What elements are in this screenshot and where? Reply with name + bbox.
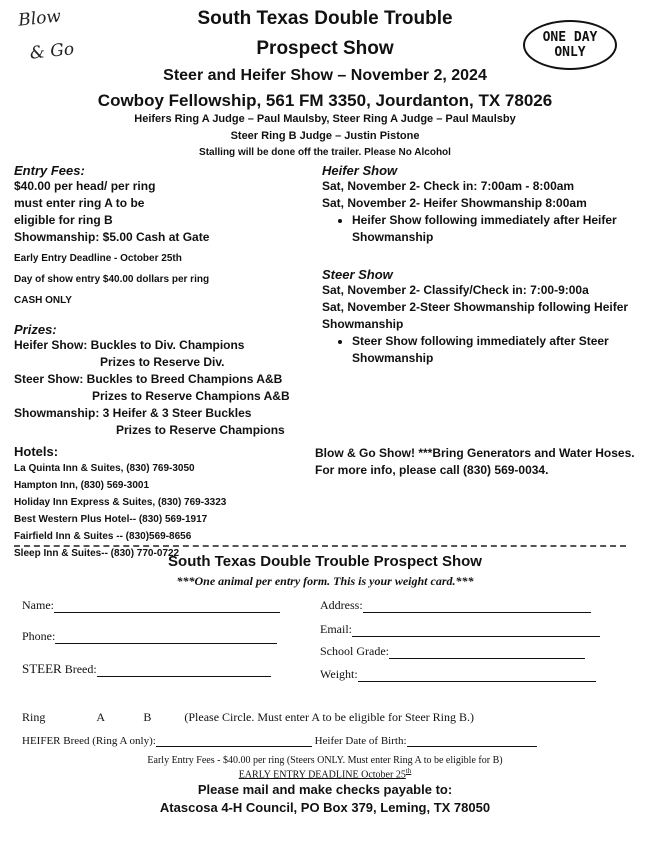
- prizes-heading: Prizes:: [14, 322, 57, 337]
- badge-line2: ONLY: [554, 45, 586, 60]
- hotels-heading: Hotels:: [14, 444, 59, 459]
- heifer-breed-input-line[interactable]: [156, 746, 312, 747]
- logo-line2: & Go: [28, 39, 76, 64]
- deadline-note: [0, 767, 650, 780]
- prize-line: Prizes to Reserve Champions: [116, 423, 285, 437]
- steer-show-heading: Steer Show: [322, 267, 393, 282]
- form-note: ***One animal per entry form. This is your weight card.***: [176, 574, 474, 588]
- address-label: Address:: [320, 598, 363, 612]
- prize-line: Steer Show: Buckles to Breed Champions A&B: [14, 372, 283, 386]
- steer-show-section: [322, 267, 642, 367]
- heifer-breed-field[interactable]: [22, 735, 537, 747]
- badge-line1: ONE DAY: [542, 30, 598, 45]
- steer-show-bullet: • Steer Show following immediately after Steer Showmanship: [352, 333, 642, 367]
- fees-note: Early Entry Fees - $40.00 per ring (Steers ONLY. Must enter Ring A to be eligible for B): [147, 755, 503, 766]
- ring-label: Ring: [22, 710, 46, 724]
- ring-a-option[interactable]: A: [96, 710, 105, 724]
- entry-fee-line: eligible for ring B: [14, 213, 113, 227]
- payee-address: Atascosa 4-H Council, PO Box 379, Leming, TX 78050: [159, 800, 491, 815]
- ring-row: [22, 710, 642, 725]
- prize-line: Prizes to Reserve Div.: [100, 355, 225, 369]
- heifer-show-heading: Heifer Show: [322, 163, 398, 178]
- logo-line1: Blow: [17, 6, 62, 31]
- entry-fee-line: $40.00 per head/ per ring: [14, 179, 156, 193]
- steer-breed-input-line[interactable]: [97, 676, 271, 677]
- phone-label: Phone:: [22, 629, 56, 643]
- prize-line: Heifer Show: Buckles to Div. Champions: [14, 338, 245, 352]
- generators-note: Blow & Go Show! ***Bring Generators and Water Hoses. For more info, please call (830) 569-0034.: [315, 446, 635, 477]
- heifer-show-section: [322, 163, 642, 246]
- entry-fees-heading: Entry Fees:: [14, 163, 85, 178]
- email-field[interactable]: [320, 622, 600, 637]
- school-grade-field[interactable]: [320, 644, 585, 659]
- hotel-item: Best Western Plus Hotel-- (830) 569-1917: [14, 514, 208, 525]
- name-field[interactable]: [22, 598, 280, 613]
- weight-label: Weight:: [320, 667, 358, 681]
- phone-field[interactable]: [22, 629, 277, 644]
- heifer-show-line: Sat, November 2- Heifer Showmanship 8:00am: [322, 196, 587, 210]
- email-label: Email:: [320, 622, 352, 636]
- judges-line1: Heifers Ring A Judge – Paul Maulsby, Steer Ring A Judge – Paul Maulsby: [134, 113, 516, 125]
- judges-line2: Steer Ring B Judge – Justin Pistone: [230, 130, 420, 142]
- deadline-text: EARLY ENTRY DEADLINE October 25: [238, 769, 406, 781]
- heifer-dob-input-line[interactable]: [407, 746, 537, 747]
- ring-note: (Please Circle. Must enter A to be eligible for Steer Ring B.): [184, 710, 474, 724]
- hotel-item: La Quinta Inn & Suites, (830) 769-3050: [14, 463, 195, 474]
- cash-only: CASH ONLY: [14, 295, 72, 306]
- deadline-suffix: th: [405, 767, 412, 775]
- hotel-item: Hampton Inn, (830) 569-3001: [14, 480, 150, 491]
- heifer-show-bullet: • Heifer Show following immediately after Heifer Showmanship: [352, 212, 642, 246]
- weight-input-line[interactable]: [358, 681, 596, 682]
- steer-breed-field[interactable]: [22, 661, 271, 677]
- prize-line: Showmanship: 3 Heifer & 3 Steer Buckles: [14, 406, 252, 420]
- hotel-item: Holiday Inn Express & Suites, (830) 769-3323: [14, 497, 227, 508]
- steer-show-line: Sat, November 2-Steer Showmanship following Heifer Showmanship: [322, 300, 629, 331]
- mail-instructions: Please mail and make checks payable to:: [197, 782, 453, 797]
- subtitle: Steer and Heifer Show – November 2, 2024: [163, 67, 487, 84]
- hotel-item: Fairfield Inn & Suites -- (830)569-8656: [14, 531, 192, 542]
- weight-field[interactable]: [320, 667, 596, 682]
- email-input-line[interactable]: [352, 636, 600, 637]
- steer-show-line: Sat, November 2- Classify/Check in: 7:00-9:00a: [322, 283, 589, 297]
- hotel-item: Sleep Inn & Suites-- (830) 770-0722: [14, 548, 180, 559]
- school-grade-label: School Grade:: [320, 644, 389, 658]
- entry-fee-line: Showmanship: $5.00 Cash at Gate: [14, 230, 210, 244]
- day-of-entry: Day of show entry $40.00 dollars per ring: [14, 274, 210, 285]
- address-field[interactable]: [320, 598, 591, 613]
- title-line2: Prospect Show: [256, 38, 394, 59]
- heifer-dob-label: Heifer Date of Birth:: [314, 735, 407, 747]
- form-title: South Texas Double Trouble Prospect Show: [168, 553, 482, 570]
- stalling-note: Stalling will be done off the trailer. Please No Alcohol: [199, 147, 451, 158]
- address-input-line[interactable]: [363, 612, 591, 613]
- heifer-breed-label: HEIFER Breed (Ring A only):: [22, 735, 156, 747]
- title-line1: South Texas Double Trouble: [197, 8, 453, 29]
- cut-line-divider: [14, 545, 626, 547]
- early-deadline: Early Entry Deadline - October 25th: [14, 253, 182, 264]
- steer-label: STEER: [22, 661, 62, 676]
- ring-b-option[interactable]: B: [143, 710, 152, 724]
- school-grade-input-line[interactable]: [389, 658, 585, 659]
- breed-label: Breed:: [64, 662, 97, 676]
- heifer-show-line: Sat, November 2- Check in: 7:00am - 8:00am: [322, 179, 575, 193]
- entry-fees-section: [14, 163, 314, 309]
- entry-fee-line: must enter ring A to be: [14, 196, 145, 210]
- prizes-section: [14, 322, 324, 439]
- name-input-line[interactable]: [54, 612, 280, 613]
- location: Cowboy Fellowship, 561 FM 3350, Jourdanton, TX 78026: [97, 91, 553, 110]
- name-label: Name:: [22, 598, 54, 612]
- prize-line: Prizes to Reserve Champions A&B: [92, 389, 290, 403]
- phone-input-line[interactable]: [55, 643, 277, 644]
